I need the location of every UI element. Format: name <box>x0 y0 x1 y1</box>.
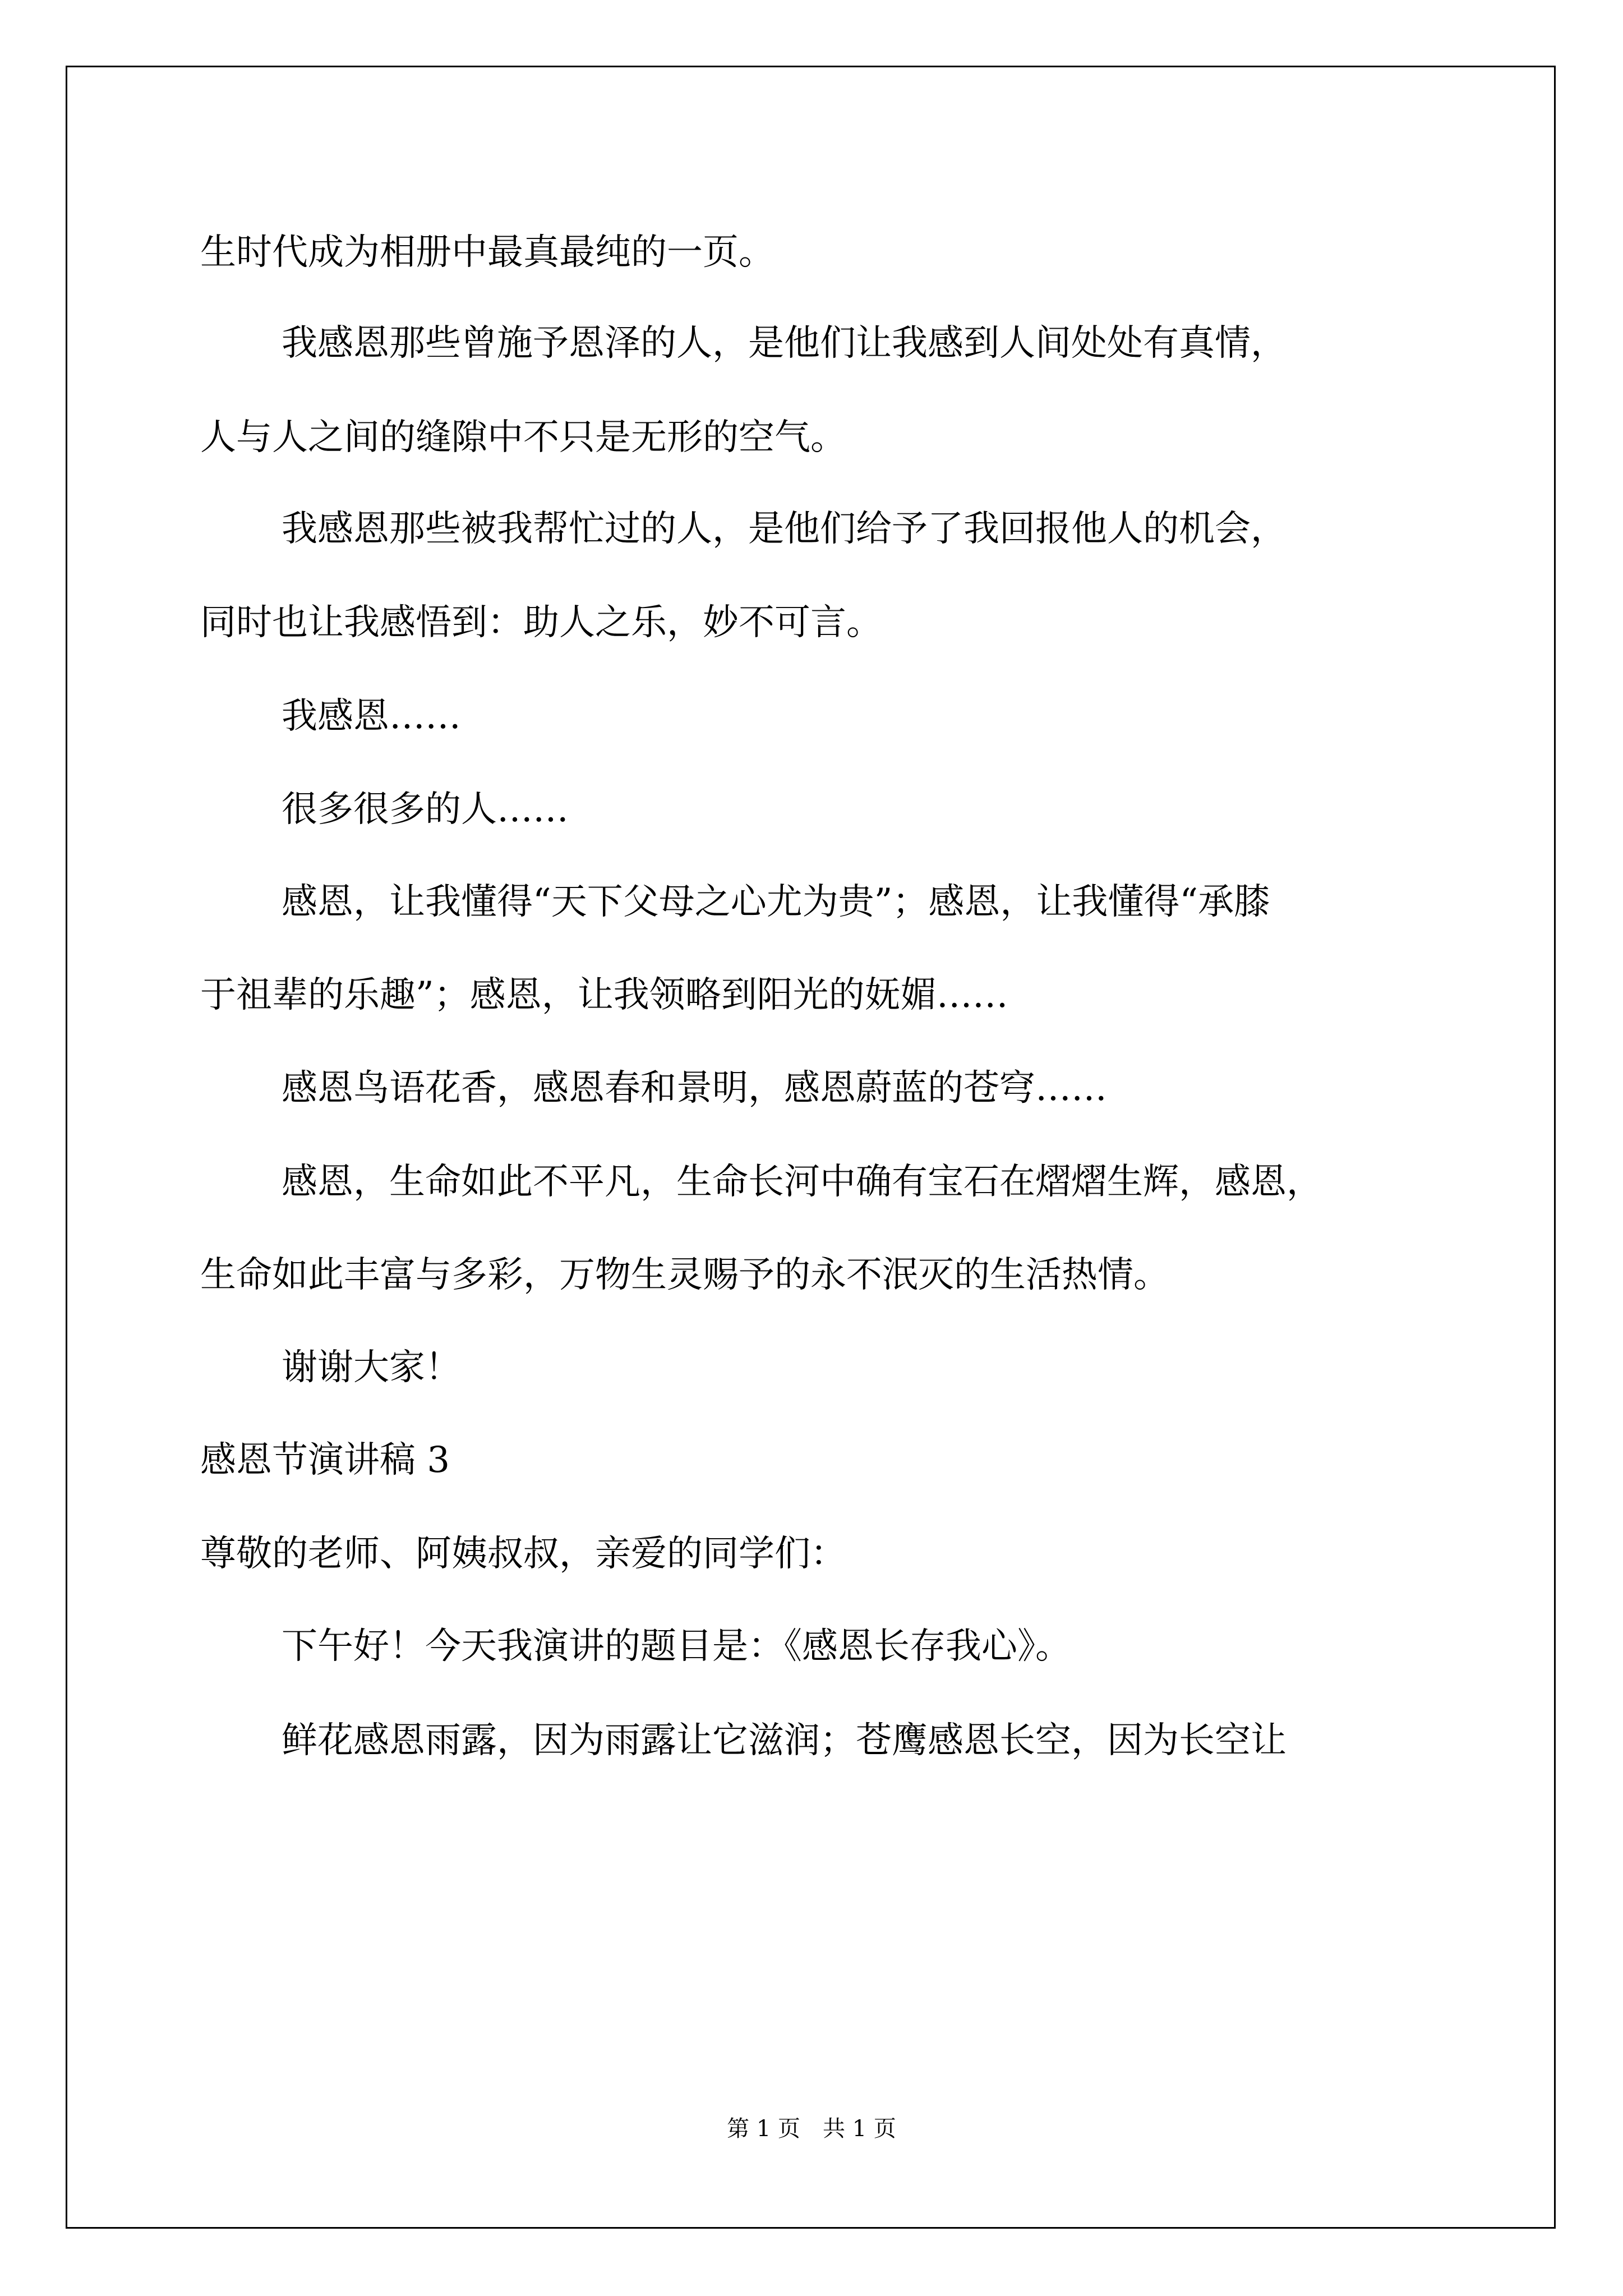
text-line: 感恩，让我懂得“天下父母之心尤为贵”；感恩，让我懂得“承膝 <box>282 881 1270 923</box>
text-line: 人与人之间的缝隙中不只是无形的空气。 <box>200 417 846 458</box>
page-border <box>66 66 1556 2229</box>
text-line: 我感恩…… <box>282 696 461 737</box>
text-line: 我感恩那些被我帮忙过的人，是他们给予了我回报他人的机会， <box>282 508 1287 550</box>
text-line: 感恩鸟语花香，感恩春和景明，感恩蔚蓝的苍穹…… <box>282 1068 1107 1109</box>
page-footer: 第 1 页 共 1 页 <box>727 2116 896 2142</box>
salutation: 尊敬的老师、阿姨叔叔，亲爱的同学们： <box>200 1533 846 1575</box>
text-line: 生命如此丰富与多彩，万物生灵赐予的永不泯灭的生活热情。 <box>200 1254 1169 1296</box>
text-line: 于祖辈的乐趣”；感恩，让我领略到阳光的妩媚…… <box>200 974 1008 1016</box>
text-line: 同时也让我感悟到：助人之乐，妙不可言。 <box>200 602 882 643</box>
text-line: 生时代成为相册中最真最纯的一页。 <box>200 232 774 273</box>
section-heading: 感恩节演讲稿 3 <box>200 1439 450 1481</box>
text-line: 鲜花感恩雨露，因为雨露让它滋润；苍鹰感恩长空，因为长空让 <box>282 1720 1287 1761</box>
text-line: 谢谢大家！ <box>282 1347 461 1388</box>
text-line: 我感恩那些曾施予恩泽的人，是他们让我感到人间处处有真情， <box>282 323 1287 364</box>
text-line: 下午好！今天我演讲的题目是：《感恩长存我心》。 <box>282 1626 1071 1667</box>
text-line: 很多很多的人…… <box>282 789 569 830</box>
text-line: 感恩，生命如此不平凡，生命长河中确有宝石在熠熠生辉，感恩， <box>282 1161 1322 1203</box>
